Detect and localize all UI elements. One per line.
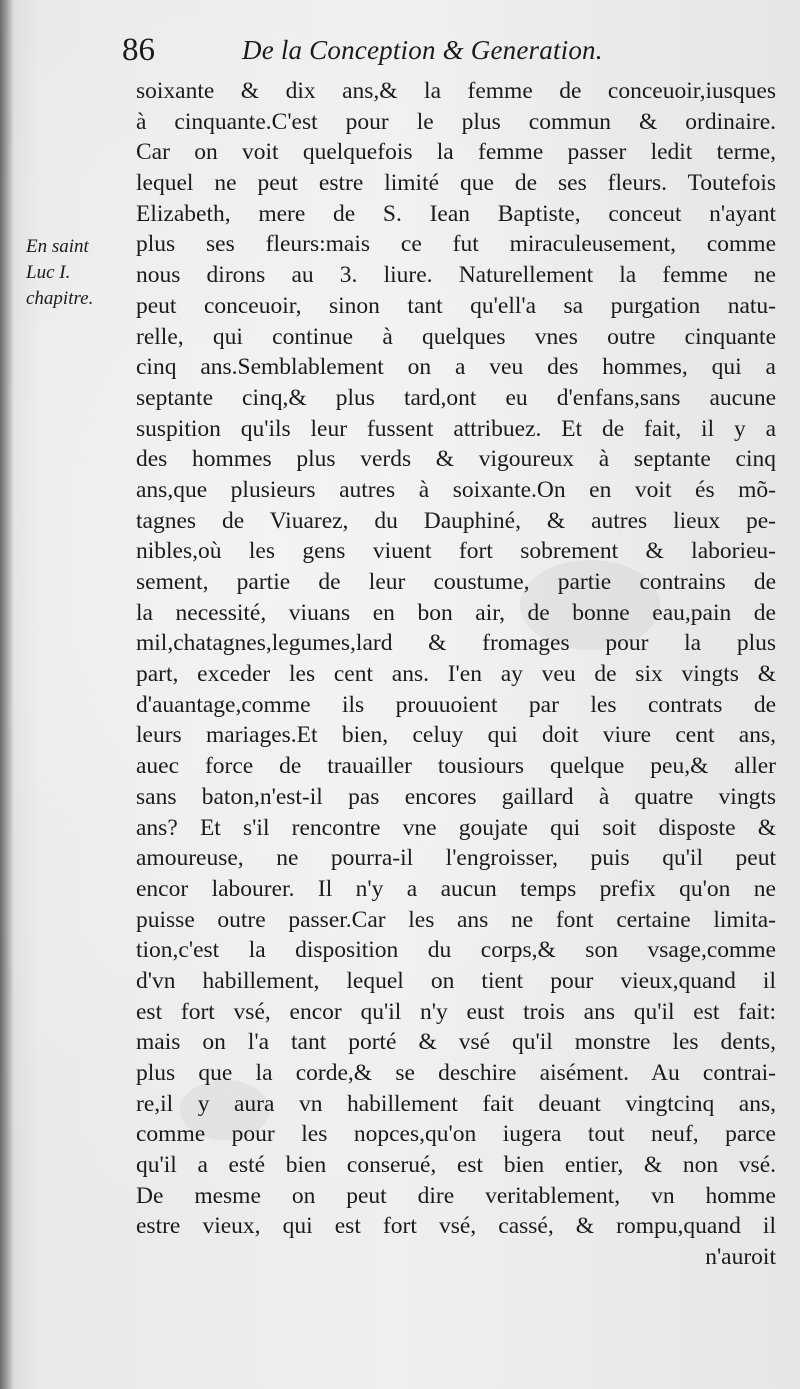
margin-note-line: En saint [26, 236, 89, 257]
text-line: auec force de trauailler tousiours quelque peu,& aller [136, 753, 776, 780]
text-line: plus que la corde,& se deschire aisément. Au contrai- [136, 1060, 776, 1086]
text-line: cinq ans.Semblablement on a veu des hommes, qui a [136, 354, 776, 381]
text-line: tion,c'est la disposition du corps,& son vsage,comme [136, 937, 776, 964]
text-line: qu'il a esté bien conserué, est bien entier, & non vsé. [136, 1152, 776, 1179]
text-line: des hommes plus verds & vigoureux à septante cinq [136, 446, 776, 473]
text-line: à cinquante.C'est pour le plus commun & ordinaire. [136, 108, 776, 135]
text-line: estre vieux, qui est fort vsé, cassé, & rompu,quand il [136, 1213, 776, 1240]
text-line: leurs mariages.Et bien, celuy qui doit viure cent ans, [136, 722, 776, 749]
text-line: encor labourer. Il n'y a aucun temps prefix qu'on ne [136, 875, 776, 902]
body-text [136, 76, 776, 1273]
text-line: Car on voit quelquefois la femme passer ledit terme, [136, 139, 776, 166]
text-line: sans baton,n'est-il pas encores gaillard à quatre vingts [136, 783, 776, 810]
text-line: mil,chatagnes,legumes,lard & fromages pour la plus [136, 630, 776, 657]
text-line: nibles,où les gens viuent fort sobrement & laborieu- [136, 538, 776, 565]
text-line: relle, qui continue à quelques vnes outre cinquante [136, 323, 776, 350]
text-line: mais on l'a tant porté & vsé qu'il monstre les dents, [136, 1029, 776, 1056]
text-line: Elizabeth, mere de S. Iean Baptiste, conceut n'ayant [136, 200, 776, 227]
text-line: d'auantage,comme ils prouuoient par les contrats de [136, 691, 776, 718]
text-line: amoureuse, ne pourra-il l'engroisser, puis qu'il peut [136, 845, 776, 872]
text-line: suspition qu'ils leur fussent attribuez. Et de fait, il y a [136, 415, 776, 442]
text-line: soixante & dix ans,& la femme de conceuoir,iusques [136, 78, 776, 104]
text-line: septante cinq,& plus tard,ont eu d'enfans,sans aucune [136, 384, 776, 411]
text-line: ans? Et s'il rencontre vne goujate qui soit disposte & [136, 814, 776, 841]
text-line: part, exceder les cent ans. I'en ay veu de six vingts & [136, 661, 776, 688]
text-line: comme pour les nopces,qu'on iugera tout neuf, parce [136, 1121, 776, 1148]
text-line: sement, partie de leur coustume, partie contrains de [136, 569, 776, 595]
binding-shadow [0, 0, 14, 1389]
running-head: De la Conception & Generation. [242, 35, 603, 65]
text-line: re,il y aura vn habillement fait deuant vingtcinq ans, [136, 1090, 776, 1117]
text-line: puisse outre passer.Car les ans ne font certaine limita- [136, 906, 776, 933]
text-line: d'vn habillement, lequel on tient pour vieux,quand il [136, 967, 776, 994]
text-line: nous dirons au 3. liure. Naturellement la femme ne [136, 262, 776, 289]
text-line: ans,que plusieurs autres à soixante.On en voit és mõ- [136, 476, 776, 503]
text-line: plus ses fleurs:mais ce fut miraculeusement, comme [136, 231, 776, 258]
margin-note-line: chapitre. [26, 288, 94, 309]
text-line: est fort vsé, encor qu'il n'y eust trois ans qu'il est fait: [136, 998, 776, 1025]
text-line: lequel ne peut estre limité que de ses fleurs. Toutefois [136, 170, 776, 197]
page-number: 86 [122, 32, 155, 68]
margin-note-line: Luc I. [26, 262, 71, 283]
text-line: la necessité, viuans en bon air, de bonne eau,pain de [136, 599, 776, 626]
text-line: tagnes de Viuarez, du Dauphiné, & autres lieux pe- [136, 507, 776, 534]
page-header [0, 30, 800, 70]
catchword: n'auroit [705, 1244, 776, 1271]
text-line: De mesme on peut dire veritablement, vn homme [136, 1182, 776, 1209]
text-line: peut conceuoir, sinon tant qu'ell'a sa purgation natu- [136, 292, 776, 319]
margin-note [26, 234, 126, 312]
